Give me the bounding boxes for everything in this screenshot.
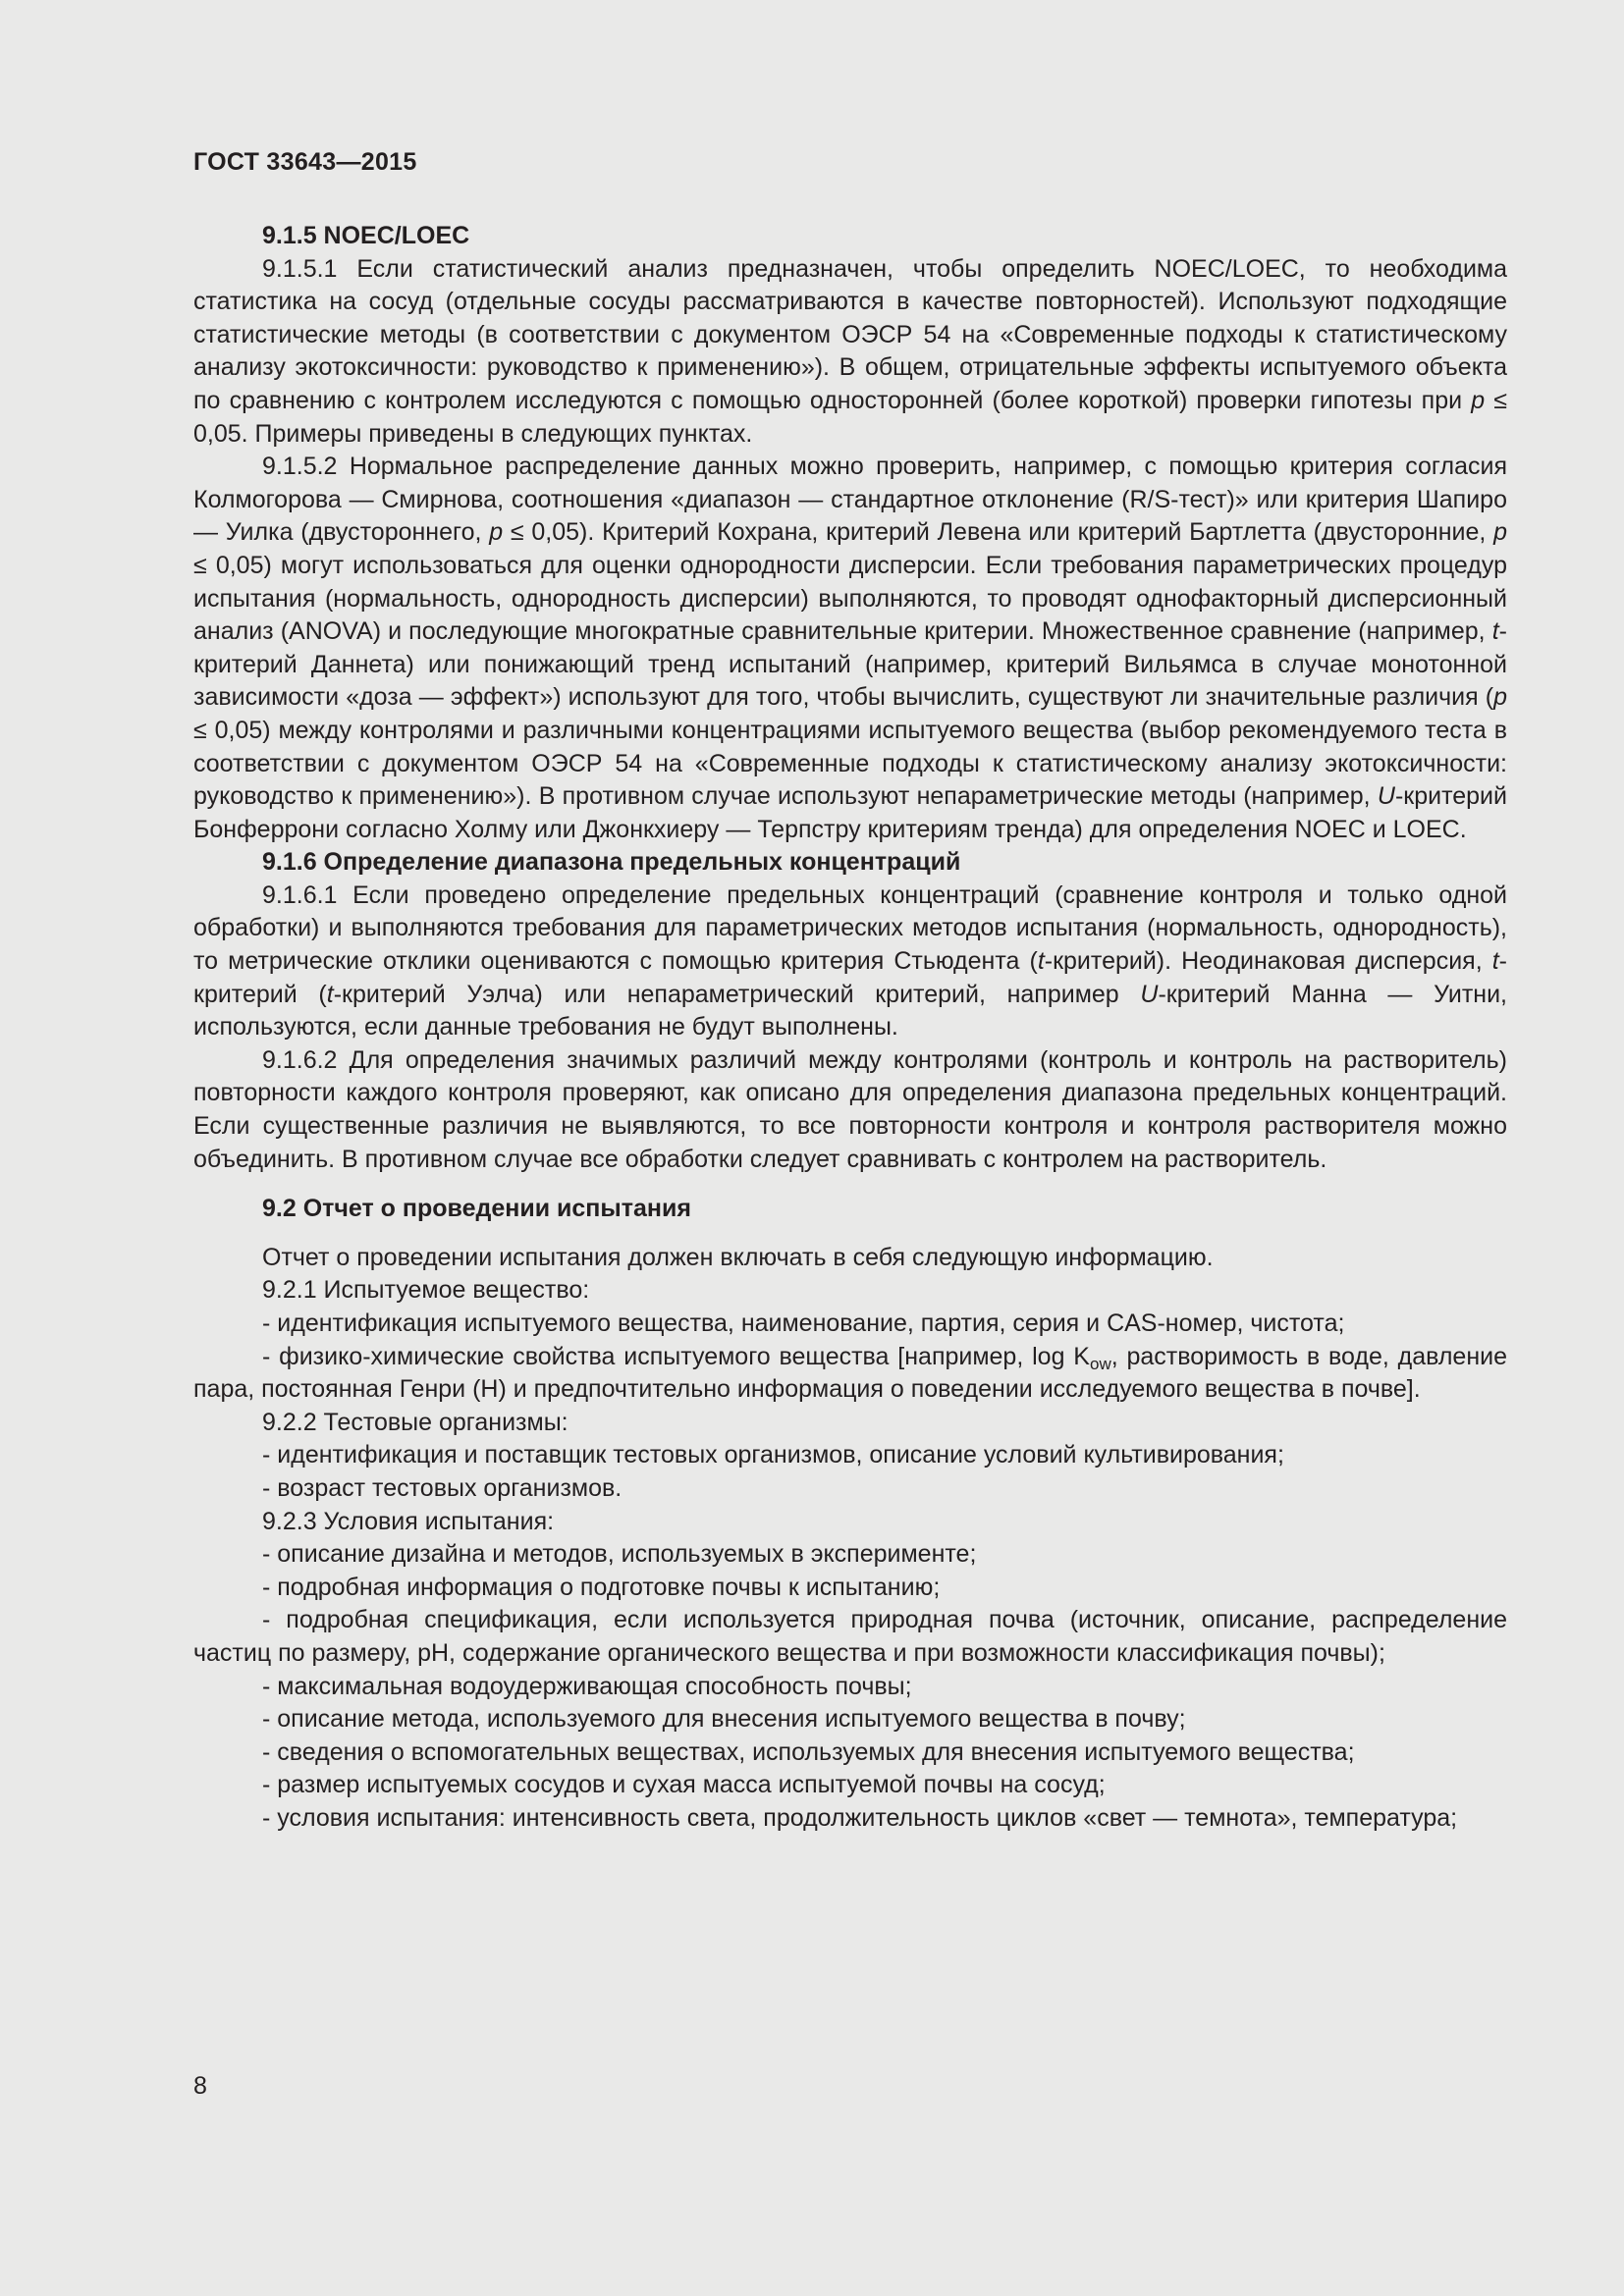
list-item: - возраст тестовых организмов. bbox=[262, 1473, 623, 1502]
page-content bbox=[193, 220, 1507, 1836]
list-item: - подробная спецификация, если используется природная почва (источник, описание, распределение частиц по размеру, pH, содержание органического вещества и при возможности классификация почвы); bbox=[193, 1606, 1507, 1667]
paragraph-9-2-3: 9.2.3 Условия испытания: bbox=[262, 1507, 555, 1535]
page-number: 8 bbox=[193, 2072, 207, 2100]
paragraph-9-1-5-2: 9.1.5.2 Нормальное распределение данных можно проверить, например, с помощью критерия согласия Колмогорова — Смирнова, соотношения «диапазон — стандартное отклонение (R/S-тест)» или критерия Шапиро — Уилка (двустороннего, p ≤ 0,05). Критерий Кохрана, критерий Левена или критерий Бартлетта (двусторонние, p ≤ 0,05) могут использоваться для оценки однородности дисперсии. Если требования параметрических процедур испытания (нормальность, однородность дисперсии) выполняются, то проводят однофакторный дисперсионный анализ (ANOVA) и последующие многократные сравнительные критерии. Множественное сравнение (например, t-критерий Даннета) или понижающий тренд испытаний (например, критерий Вильямса в случае монотонной зависимости «доза — эффект») используют для того, чтобы вычислить, существуют ли значительные различия (p ≤ 0,05) между контролями и различными концентрациями испытуемого вещества (выбор рекомендуемого теста в соответствии с документом ОЭСР 54 на «Современные подходы к статистическому анализу экотоксичности: руководство к применению»). В противном случае используют непараметрические методы (например, U-критерий Бонферрони согласно Холму или Джонкхиеру — Терпстру критериям тренда) для определения NOEC и LOEC. bbox=[193, 453, 1507, 843]
list-item: - сведения о вспомогательных веществах, используемых для внесения испытуемого вещества; bbox=[262, 1737, 1355, 1766]
list-item: - физико-химические свойства испытуемого вещества [например, $\log K_{ow}$, растворимость в воде, давление пара, постоянная Генри (H) и предпочтительно информация о поведении исследуемого вещества в почве]. bbox=[193, 1342, 1508, 1404]
paragraph-9-1-5-1: 9.1.5.1 Если статистический анализ предназначен, чтобы определить NOEC/LOEC, то необходима статистика на сосуд (отдельные сосуды рассматриваются в качестве повторностей). Используют подходящие статистические методы (в соответствии с документом ОЭСР 54 на «Современные подходы к статистическому анализу экотоксичности: руководство к применению»). В общем, отрицательные эффекты испытуемого объекта по сравнению с контролем исследуются с помощью односторонней (более короткой) проверки гипотезы при p ≤ 0,05. Примеры приведены в следующих пунктах. bbox=[193, 254, 1507, 448]
list-item: - размер испытуемых сосудов и сухая масса испытуемой почвы на сосуд; bbox=[262, 1771, 1106, 1799]
list-item: - условия испытания: интенсивность света, продолжительность циклов «свет — темнота», температура; bbox=[262, 1803, 1458, 1832]
list-item: - максимальная водоудерживающая способность почвы; bbox=[262, 1672, 912, 1700]
paragraph-9-2-1: 9.2.1 Испытуемое вещество: bbox=[262, 1276, 590, 1305]
paragraph-9-2-2: 9.2.2 Тестовые организмы: bbox=[262, 1408, 568, 1436]
list-item: - идентификация и поставщик тестовых организмов, описание условий культивирования; bbox=[262, 1441, 1284, 1469]
paragraph-9-1-6-2: 9.1.6.2 Для определения значимых различий между контролями (контроль и контроль на растворитель) повторности каждого контроля проверяют, как описано для определения диапазона предельных концентраций. Если существенные различия не выявляются, то все повторности контроля и контроля растворителя можно объединить. В противном случае все обработки следует сравнивать с контролем на растворитель. bbox=[193, 1045, 1507, 1173]
document-code: ГОСТ 33643—2015 bbox=[193, 148, 417, 176]
list-item: - подробная информация о подготовке почвы к испытанию; bbox=[262, 1573, 941, 1601]
paragraph-9-1-6-1: 9.1.6.1 Если проведено определение предельных концентраций (сравнение контроля и только одной обработки) и выполняются требования для параметрических методов испытания (нормальность, однородность), то метрические отклики оцениваются с помощью критерия Стьюдента (t-критерий). Неодинаковая дисперсия, t-критерий (t-критерий Уэлча) или непараметрический критерий, например U-критерий Манна — Уитни, используются, если данные требования не будут выполнены. bbox=[193, 881, 1508, 1041]
list-item: - описание дизайна и методов, используемых в эксперименте; bbox=[262, 1540, 977, 1569]
list-item: - описание метода, используемого для внесения испытуемого вещества в почву; bbox=[262, 1705, 1186, 1734]
heading-9-1-5: 9.1.5 NOEC/LOEC bbox=[262, 222, 470, 249]
heading-9-2: 9.2 Отчет о проведении испытания bbox=[262, 1195, 691, 1223]
list-item: - идентификация испытуемого вещества, наименование, партия, серия и CAS-номер, чистота; bbox=[262, 1309, 1345, 1337]
heading-9-1-6: 9.1.6 Определение диапазона предельных концентраций bbox=[262, 848, 961, 877]
paragraph-9-2-intro: Отчет о проведении испытания должен включать в себя следующую информацию. bbox=[262, 1243, 1214, 1271]
